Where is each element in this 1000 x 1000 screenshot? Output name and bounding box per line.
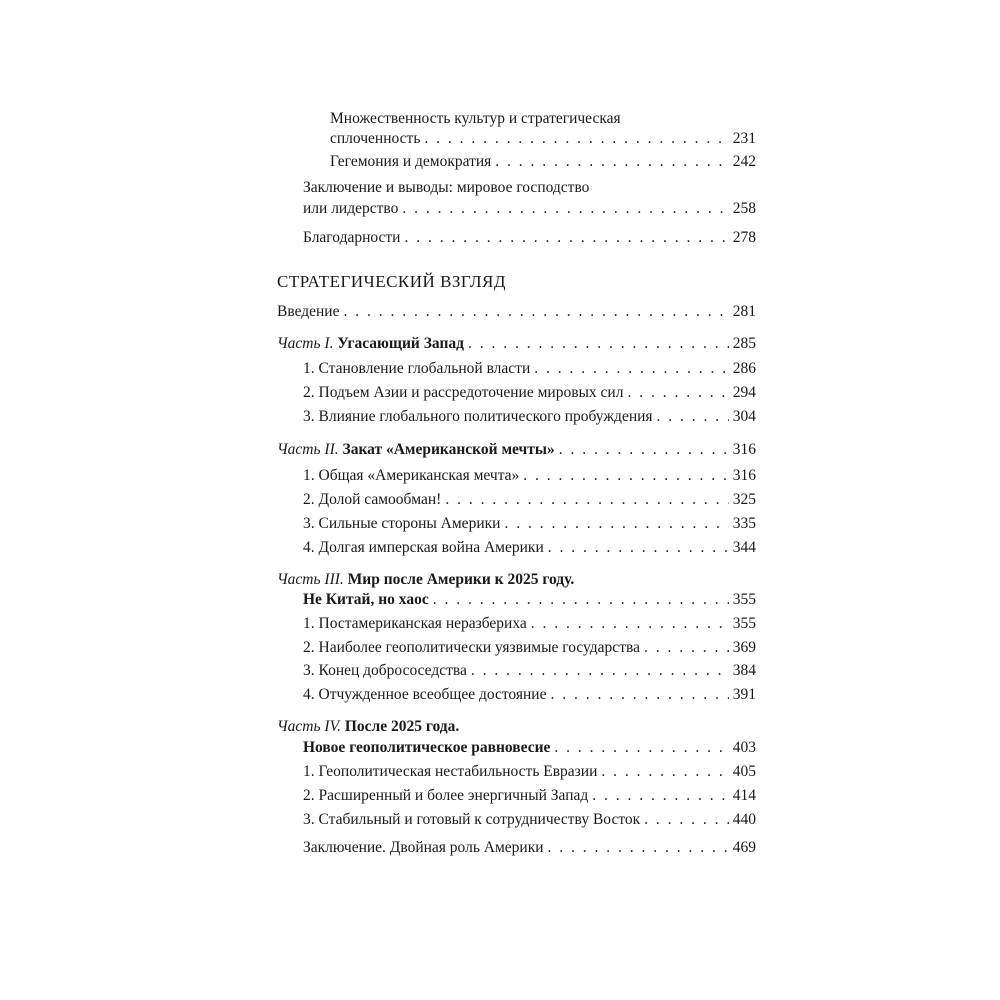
toc-entry-page: 344 (732, 539, 756, 556)
part-label: Часть I. (277, 335, 334, 352)
toc-entry-page: 281 (732, 303, 756, 320)
chapter-title: 2. Наиболее геополитически уязвимые государства (303, 639, 640, 656)
chapter-title: 1. Геополитическая нестабильность Евразии (303, 763, 598, 780)
toc-entry-page: 242 (732, 153, 756, 170)
leader-dots (548, 538, 729, 558)
toc-entry-page: 469 (732, 839, 756, 856)
toc-chapter-entry (303, 514, 756, 534)
toc-chapter-entry (303, 685, 756, 705)
part-label: Часть III. (277, 571, 344, 588)
leader-dots (592, 786, 728, 806)
toc-chapter-entry (303, 466, 756, 486)
toc-entry (303, 228, 756, 248)
toc-entry-page: 414 (732, 787, 756, 804)
leader-dots (424, 129, 728, 149)
leader-dots (433, 590, 729, 610)
part-title: Угасающий Запад (337, 335, 464, 352)
toc-chapter-entry (303, 810, 756, 830)
toc-entry-line1: Множественность культур и стратегическая (330, 110, 621, 127)
part-title-line1: После 2025 года. (344, 718, 460, 735)
toc-entry-page: 355 (732, 591, 756, 608)
toc-chapter-entry (303, 786, 756, 806)
part-title: Закат «Американской мечты» (342, 441, 555, 458)
chapter-title: 1. Становление глобальной власти (303, 360, 531, 377)
chapter-title: 3. Влияние глобального политического пробуждения (303, 408, 653, 425)
toc-chapter-entry (303, 661, 756, 681)
chapter-title: 4. Долгая имперская война Америки (303, 539, 544, 556)
toc-entry (330, 152, 756, 172)
toc-chapter-entry (303, 638, 756, 658)
part-title-line1: Мир после Америки к 2025 году. (347, 571, 575, 588)
leader-dots (554, 738, 728, 758)
leader-dots (343, 302, 728, 322)
toc-chapter-entry (303, 614, 756, 634)
toc-entry-page: 384 (732, 662, 756, 679)
toc-entry-page: 285 (732, 335, 756, 352)
toc-entry-page: 335 (732, 515, 756, 532)
toc-entry-page: 286 (732, 360, 756, 377)
toc-entry-title: Заключение. Двойная роль Америки (303, 839, 544, 856)
toc-entry-page: 294 (732, 384, 756, 401)
toc-entry-page: 369 (732, 639, 756, 656)
leader-dots (550, 685, 728, 705)
toc-part-entry (277, 334, 756, 354)
book-heading: СТРАТЕГИЧЕСКИЙ ВЗГЛЯД (277, 272, 506, 291)
toc-entry (303, 199, 756, 219)
chapter-title: 4. Отчужденное всеобщее достояние (303, 686, 547, 703)
toc-entry-page: 316 (732, 467, 756, 484)
part-title: Не Китай, но хаос (303, 591, 429, 608)
toc-entry-title: Гегемония и демократия (330, 153, 492, 170)
leader-dots (657, 407, 729, 427)
toc-entry-page: 304 (732, 408, 756, 425)
leader-dots (468, 334, 729, 354)
toc-entry-line1: Заключение и выводы: мировое господство (303, 179, 590, 196)
part-label: Часть IV. (277, 718, 341, 735)
toc-entry-title: Благодарности (303, 229, 401, 246)
toc-entry-page: 403 (732, 739, 756, 756)
chapter-title: 3. Конец добрососедства (303, 662, 467, 679)
leader-dots (523, 466, 728, 486)
toc-chapter-entry (303, 383, 756, 403)
part-label: Часть II. (277, 441, 339, 458)
toc-entry-page: 391 (732, 686, 756, 703)
toc-entry-title: Введение (277, 303, 340, 320)
toc-entry (277, 302, 756, 322)
toc-part-entry (277, 440, 756, 460)
toc-part-heading-line1 (277, 570, 574, 590)
leader-dots (627, 383, 728, 403)
chapter-title: 1. Постамериканская неразбериха (303, 615, 527, 632)
toc-entry-title: или лидерство (303, 200, 399, 217)
toc-chapter-entry (303, 490, 756, 510)
chapter-title: 3. Сильные стороны Америки (303, 515, 501, 532)
leader-dots (559, 440, 729, 460)
chapter-title: 1. Общая «Американская мечта» (303, 467, 520, 484)
toc-part-heading-line1 (277, 717, 459, 737)
toc-entry-page: 325 (732, 491, 756, 508)
chapter-title: 2. Подъем Азии и рассредоточение мировых сил (303, 384, 624, 401)
toc-part-entry (303, 738, 756, 758)
toc-entry-page: 440 (732, 811, 756, 828)
leader-dots (548, 838, 729, 858)
toc-entry-page: 231 (732, 130, 756, 147)
chapter-title: 2. Расширенный и более энергичный Запад (303, 787, 589, 804)
toc-entry (330, 129, 756, 149)
toc-chapter-entry (303, 407, 756, 427)
toc-entry-page: 278 (732, 229, 756, 246)
toc-entry-title: сплоченность (330, 130, 421, 147)
leader-dots (445, 490, 728, 510)
leader-dots (495, 152, 728, 172)
toc-chapter-entry (303, 538, 756, 558)
toc-chapter-entry (303, 762, 756, 782)
toc-entry-page: 355 (732, 615, 756, 632)
chapter-title: 2. Долой самообман! (303, 491, 442, 508)
toc-entry (303, 838, 756, 858)
toc-chapter-entry (303, 359, 756, 379)
part-title: Новое геополитическое равновесие (303, 739, 551, 756)
toc-entry-page: 258 (732, 200, 756, 217)
leader-dots (534, 359, 729, 379)
leader-dots (644, 638, 729, 658)
leader-dots (531, 614, 729, 634)
toc-entry-page: 316 (732, 441, 756, 458)
leader-dots (601, 762, 728, 782)
leader-dots (404, 228, 728, 248)
leader-dots (644, 810, 729, 830)
leader-dots (504, 514, 728, 534)
toc-part-entry (303, 590, 756, 610)
leader-dots (402, 199, 728, 219)
chapter-title: 3. Стабильный и готовый к сотрудничеству Восток (303, 811, 641, 828)
leader-dots (471, 661, 729, 681)
toc-entry-page: 405 (732, 763, 756, 780)
